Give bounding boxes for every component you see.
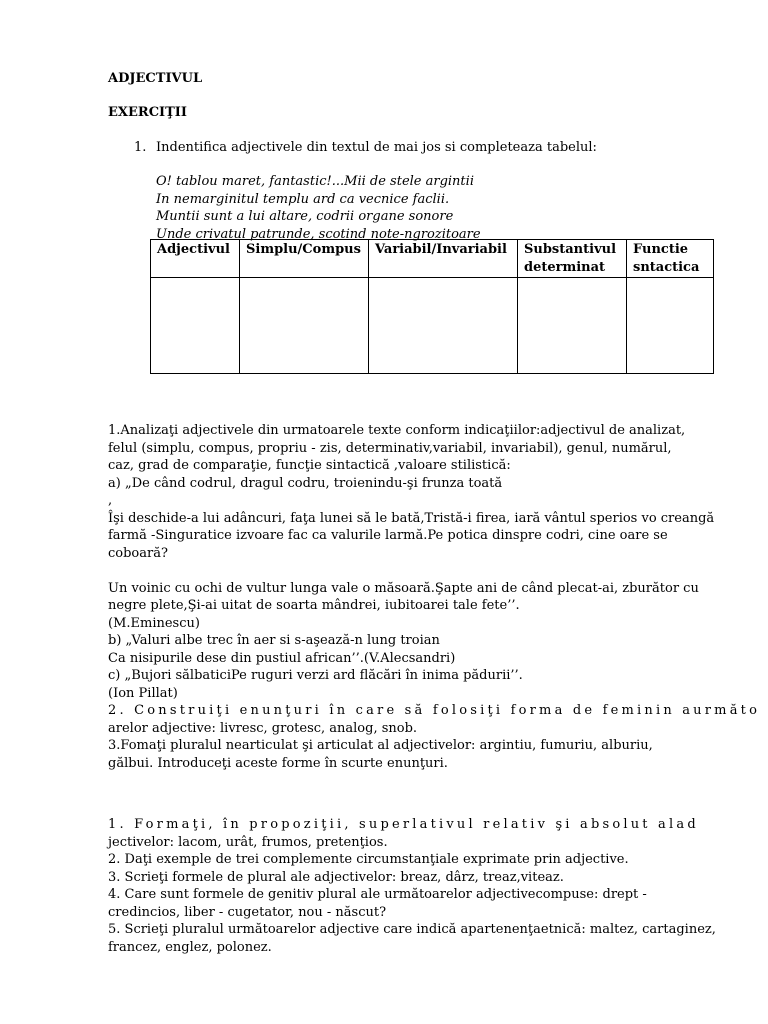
page-title: ADJECTIVUL (108, 71, 203, 86)
blank-line (108, 562, 760, 580)
text-line: felul (simplu, compus, propriu - zis, determinativ,variabil, invariabil), genul, numărul, (108, 440, 672, 456)
text-line: a) „De când codrul, dragul codru, troienindu-şi frunza toată (108, 475, 503, 491)
poem (156, 173, 481, 243)
text-line: c) „Bujori sălbaticiPe ruguri verzi ard flăcări în inima pădurii’’. (108, 668, 523, 683)
page-subtitle: EXERCIŢII (108, 105, 187, 120)
text-line: 2. Daţi exemple de trei complemente circumstanţiale exprimate prin adjective. (108, 852, 629, 867)
table-row (151, 278, 714, 374)
exercises-section (108, 816, 716, 956)
table-cell[interactable] (151, 278, 240, 374)
table-header-row (151, 240, 714, 278)
poem-line: Unde crivatul patrunde, scotind note-ngrozitoare (156, 226, 481, 242)
text-line: Un voinic cu ochi de vultur lunga vale o măsoară.Şapte ani de când plecat-ai, zburător cu (108, 580, 699, 596)
text-line: Îşi deschide-a lui adâncuri, faţa lunei să le bată,Tristă-i firea, iară vântul sperios vo creangă (108, 510, 715, 526)
poem-line: In nemarginitul templu ard ca vecnice faclii. (156, 191, 450, 207)
table-cell[interactable] (518, 278, 627, 374)
text-line: , (108, 493, 113, 508)
text-line: 2. Construiţi enunţuri în care să folosiţi forma de feminin aurmăto (108, 703, 761, 718)
table-header-cell: Substantivul determinat (518, 240, 627, 278)
text-line: (Ion Pillat) (108, 685, 178, 701)
table-header-cell: Functie sntactica (627, 240, 714, 278)
text-line: (M.Eminescu) (108, 615, 200, 631)
table-cell[interactable] (627, 278, 714, 374)
text-line: 3. Scrieţi formele de plural ale adjectivelor: breaz, dârz, treaz,viteaz. (108, 869, 564, 885)
text-line: farmă -Singuratice izvoare fac ca valurile larmă.Pe potica dinspre codri, cine oare se (108, 528, 668, 543)
text-line: 1. Formaţi, în propoziţii, superlativul relativ şi absolut alad (108, 817, 699, 832)
task-instruction: Indentifica adjectivele din textul de mai jos si completeaza tabelul: (156, 140, 597, 155)
text-line: gălbui. Introduceţi aceste forme în scurte enunţuri. (108, 755, 448, 771)
analysis-section (108, 422, 760, 772)
text-line: 3.Fomaţi pluralul nearticulat şi articulat al adjectivelor: argintiu, fumuriu, alburiu, (108, 738, 653, 753)
text-line: credincios, liber - cugetator, nou - născut? (108, 904, 387, 920)
exercise-table (150, 239, 714, 374)
table-header-cell: Simplu/Compus (240, 240, 369, 278)
table-cell[interactable] (240, 278, 369, 374)
poem-line: O! tablou maret, fantastic!...Mii de stele argintii (156, 174, 474, 189)
text-line: negre plete,Şi-ai uitat de soarta mândrei, iubitoarei tale fete’’. (108, 598, 520, 613)
text-line: arelor adjective: livresc, grotesc, analog, snob. (108, 720, 418, 736)
poem-line: Muntii sunt a lui altare, codrii organe sonore (156, 209, 454, 224)
text-line: b) „Valuri albe trec în aer si s-aşează-n lung troian (108, 633, 440, 648)
text-line: 5. Scrieţi pluralul următoarelor adjective care indică apartenenţaetnică: maltez, cartaginez, (108, 922, 716, 937)
table-header-cell: Adjectivul (151, 240, 240, 278)
text-line: coboară? (108, 545, 168, 561)
text-line: Ca nisipurile dese din pustiul african’’.(V.Alecsandri) (108, 650, 456, 666)
text-line: 1.Analizaţi adjectivele din urmatoarele texte conform indicaţiilor:adjectivul de analizat, (108, 423, 686, 438)
table-header-cell: Variabil/Invariabil (369, 240, 518, 278)
text-line: jectivelor: lacom, urât, frumos, pretenţios. (108, 834, 388, 850)
text-line: caz, grad de comparaţie, funcţie sintactică ,valoare stilistică: (108, 458, 511, 473)
table-cell[interactable] (369, 278, 518, 374)
task-number: 1. (134, 140, 147, 155)
text-line: 4. Care sunt formele de genitiv plural ale următoarelor adjectivecompuse: drept - (108, 887, 647, 902)
text-line: francez, englez, polonez. (108, 939, 272, 955)
